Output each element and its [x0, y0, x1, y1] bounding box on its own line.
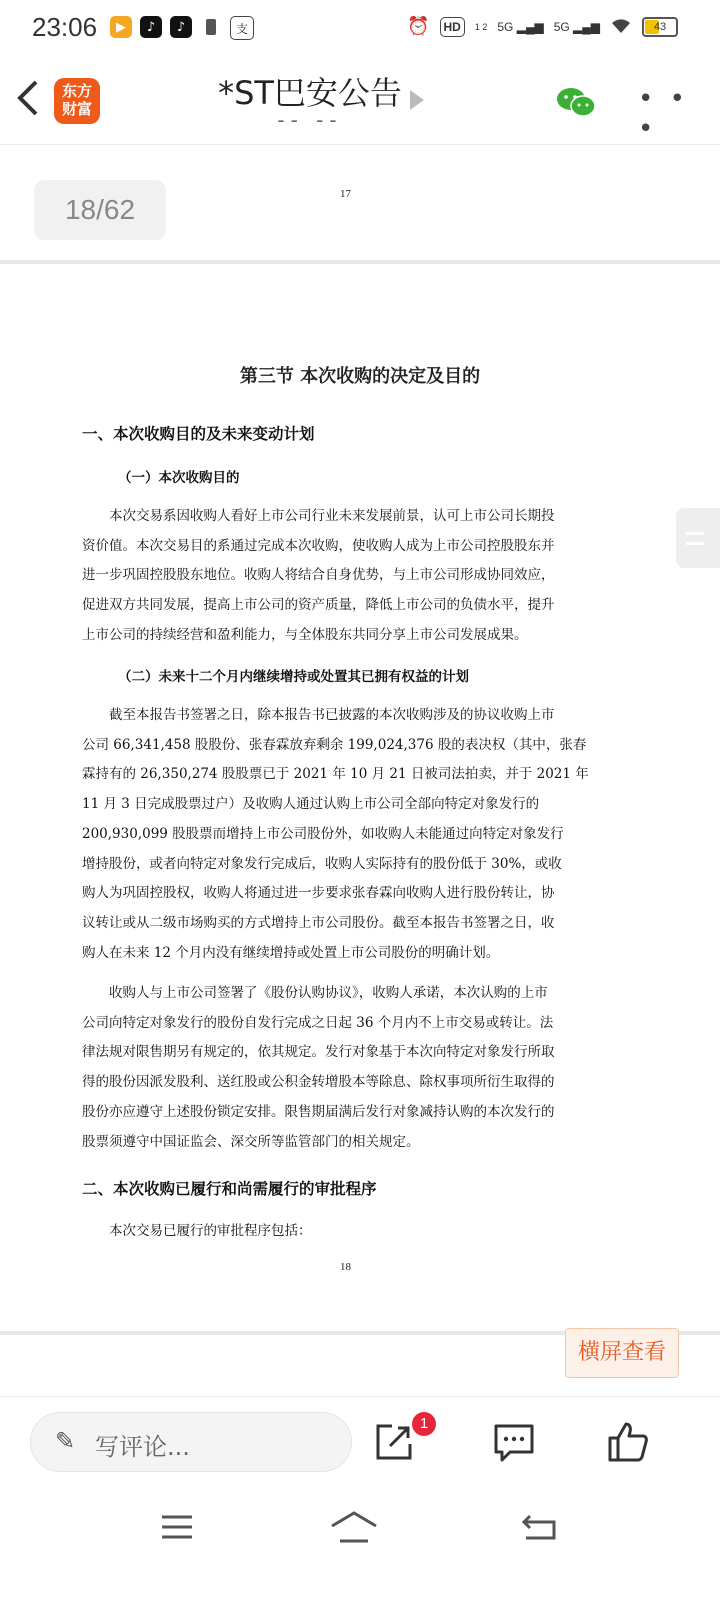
back-button[interactable]	[14, 78, 40, 126]
play-icon[interactable]	[410, 90, 424, 110]
para-line: 公司向特定对象发行的股份自发行完成之日起 36 个月内不上市交易或转让。法	[82, 1014, 554, 1031]
para-line: 公司 66,341,458 股股份、张春霖放弃剩余 199,024,376 股的表决权（其中，张春	[82, 736, 587, 753]
para-line: 本次交易已履行的审批程序包括：	[109, 1223, 312, 1239]
heading-2-plan: （二）未来十二个月内继续增持或处置其已拥有权益的计划	[118, 669, 469, 685]
paragraph-purpose	[82, 502, 612, 651]
header-divider	[0, 144, 720, 145]
hd-label: HD	[443, 19, 461, 34]
app-notification-icon: ▶	[110, 16, 132, 38]
status-bar	[0, 0, 720, 56]
logo-line1: 东方	[61, 82, 92, 100]
para-line: 收购人与上市公司签署了《股份认购协议》，收购人承诺，本次认购的上市	[109, 985, 548, 1001]
battery-saver-icon	[200, 16, 222, 38]
page-subtitle: -- --	[277, 108, 343, 132]
network-label-1: 5G	[497, 19, 514, 34]
like-button[interactable]	[606, 1420, 650, 1464]
wechat-icon	[556, 86, 596, 118]
heading-2-purpose: （一）本次收购目的	[118, 470, 240, 486]
paragraph-plan	[82, 701, 612, 968]
signal-5g-1: 5G ▂▄▆	[497, 19, 544, 34]
para-line: 截至本报告书签署之日，除本报告书已披露的本次收购涉及的协议收购上市	[109, 707, 555, 723]
network-label-2: 5G	[553, 19, 570, 34]
side-drawer-handle[interactable]	[676, 508, 720, 568]
page-title: *ST巴安公告	[218, 74, 402, 112]
tiktok-icon: ♪	[140, 16, 162, 38]
paragraph-approval	[82, 1217, 612, 1247]
bottom-bar-divider	[0, 1396, 720, 1397]
home-icon[interactable]	[330, 1510, 378, 1544]
share-icon	[372, 1420, 416, 1464]
more-button[interactable]	[638, 84, 720, 144]
para-line: 进一步巩固控股股东地位。收购人将结合自身优势，与上市公司形成协同效应，	[82, 567, 555, 584]
para-line: 购人为巩固控股权，收购人将通过进一步要求张春霖向收购人进行股份转让，协	[82, 885, 555, 902]
status-time: 23:06	[32, 12, 98, 42]
logo-line2: 财富	[61, 100, 92, 118]
signal-5g-2: 5G ▂▄▆	[553, 19, 600, 34]
battery-text: 43	[653, 20, 667, 33]
pencil-icon: ✎	[55, 1427, 76, 1455]
eastmoney-logo[interactable]	[54, 78, 100, 124]
para-line: 本次交易系因收购人看好上市公司行业未来发展前景，认可上市公司长期投	[109, 508, 555, 524]
prev-page-number: 17	[340, 188, 351, 200]
heading-1: 一、本次收购目的及未来变动计划	[82, 425, 315, 443]
back-nav-icon[interactable]	[520, 1512, 558, 1542]
more-icon: • • •	[638, 84, 689, 144]
hd-sub: 1 2	[474, 21, 488, 32]
heading-1-approval: 二、本次收购已履行和尚需履行的审批程序	[82, 1180, 377, 1198]
page-number: 18	[340, 1261, 351, 1273]
wifi-icon	[610, 16, 632, 37]
app-header	[0, 56, 720, 144]
page-indicator: 18/62	[34, 180, 166, 240]
status-right	[407, 16, 678, 37]
menu-icon[interactable]	[160, 1512, 194, 1542]
para-line: 律法规对限售期另有规定的，依其规定。发行对象基于本次向特定对象发行所取	[82, 1044, 555, 1061]
status-app-icons	[110, 16, 254, 40]
landscape-view-button[interactable]: 横屏查看	[565, 1328, 679, 1378]
para-line: 资价值。本次交易目的系通过完成本次收购，使收购人成为上市公司控股股东并	[82, 537, 555, 554]
tiktok-lite-icon: ♪	[170, 16, 192, 38]
chevron-left-icon	[14, 78, 40, 118]
para-line: 促进双方共同发展，提高上市公司的资产质量，降低上市公司的负债水平，提升	[82, 597, 555, 614]
para-line: 上市公司的持续经营和盈利能力，与全体股东共同分享上市公司发展成果。	[82, 626, 528, 643]
battery-icon	[642, 17, 678, 37]
hd-icon	[440, 17, 465, 37]
para-line: 股份亦应遵守上述股份锁定安排。限售期届满后发行对象减持认购的本次发行的	[82, 1103, 555, 1120]
para-line: 霖持有的 26,350,274 股股票已于 2021 年 10 月 21 日被司法拍卖，并于 2021 年	[82, 766, 589, 783]
thumbs-up-icon	[606, 1420, 650, 1464]
paragraph-lockup	[82, 979, 612, 1157]
para-line: 得的股份因派发股利、送红股或公积金转增股本等除息、除权事项所衍生取得的	[82, 1074, 555, 1091]
comment-icon	[492, 1420, 536, 1464]
para-line: 股票须遵守中国证监会、深交所等监管部门的相关规定。	[82, 1133, 420, 1150]
section-title: 第三节 本次收购的决定及目的	[239, 366, 481, 387]
wechat-share-button[interactable]	[556, 86, 596, 118]
share-button[interactable]	[372, 1420, 416, 1464]
para-line: 增持股份，或者向特定对象发行完成后，收购人实际持有的股份低于 30%，或收	[82, 855, 562, 872]
system-nav-bar	[0, 1508, 720, 1548]
alipay-icon: 支	[230, 16, 254, 40]
alarm-icon: ⏰	[407, 16, 430, 36]
para-line: 11 月 3 日完成股票过户）及收购人通过认购上市公司全部向特定对象发行的	[82, 796, 540, 813]
comments-button[interactable]	[492, 1420, 536, 1464]
para-line: 议转让或从二级市场购买的方式增持上市公司股份。截至本报告书签署之日，收	[82, 914, 555, 931]
comment-placeholder: 写评论...	[95, 1433, 190, 1461]
comment-input[interactable]	[30, 1412, 352, 1472]
para-line: 200,930,099 股股票而增持上市公司股份外，如收购人未能通过向特定对象发行	[82, 825, 564, 842]
para-line: 购人在未来 12 个月内没有继续增持或处置上市公司股份的明确计划。	[82, 944, 500, 961]
share-badge: 1	[412, 1412, 436, 1436]
page-divider-top	[0, 260, 720, 264]
